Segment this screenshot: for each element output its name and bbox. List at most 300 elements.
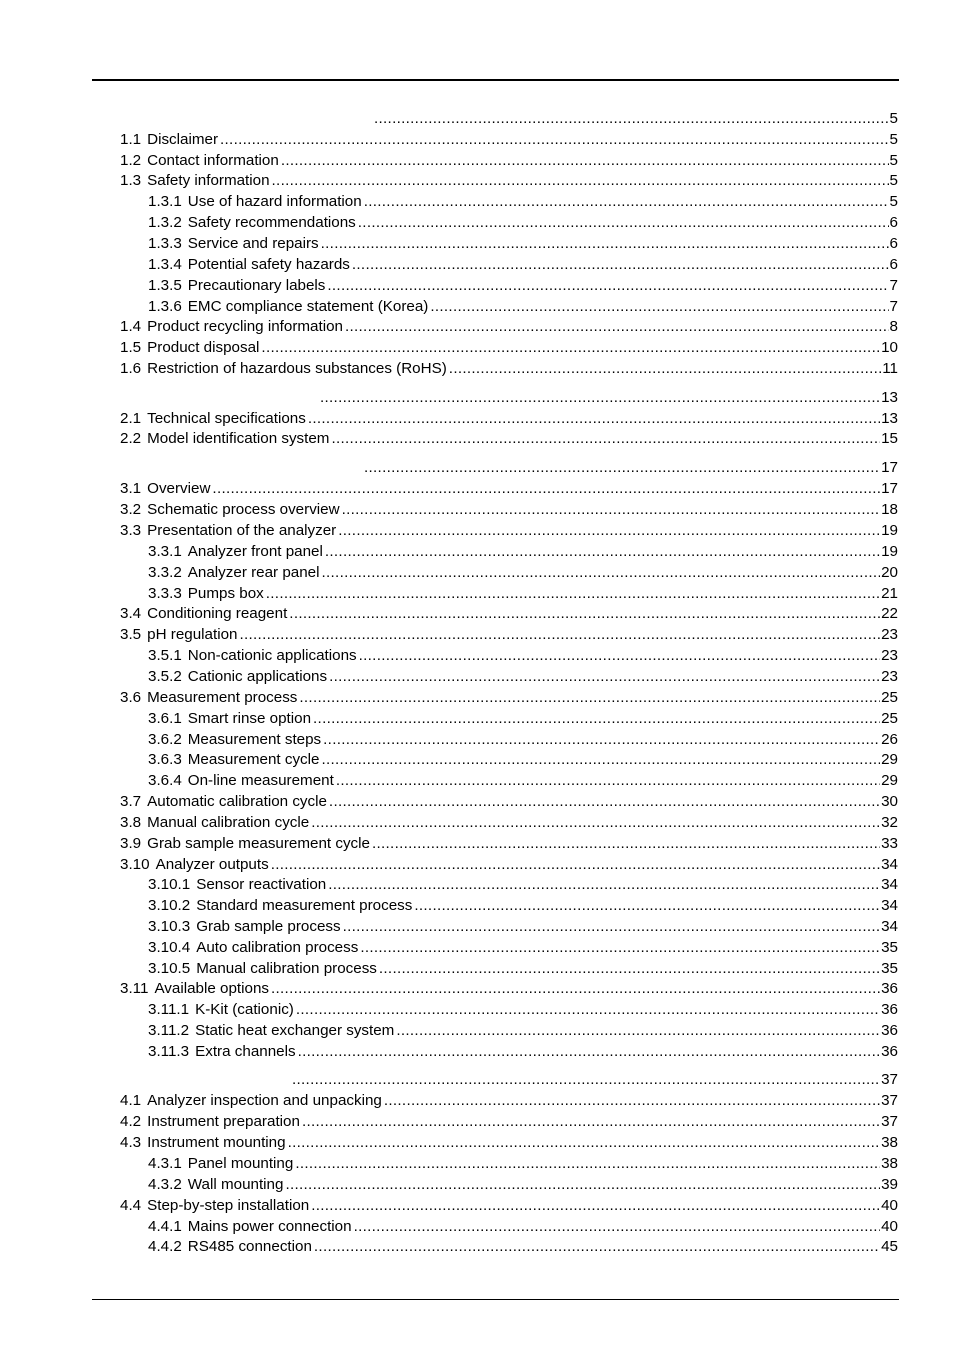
toc-page-number: 11 bbox=[882, 360, 898, 377]
toc-entry-number: 3.6.1 bbox=[148, 710, 182, 727]
footer-rule bbox=[92, 1299, 899, 1300]
toc-entry-number: 1.3.4 bbox=[148, 256, 182, 273]
toc-entry-title: Overview bbox=[147, 480, 211, 497]
toc-entry-label bbox=[148, 668, 327, 686]
toc-dot-leader bbox=[336, 522, 880, 540]
toc-dot-leader bbox=[300, 1113, 880, 1131]
toc-page-number: 17 bbox=[881, 480, 898, 497]
toc-page-number: 25 bbox=[881, 689, 898, 706]
toc-page-number: 20 bbox=[881, 564, 898, 581]
toc-page-number: 29 bbox=[881, 751, 898, 768]
toc-entry-label bbox=[120, 626, 237, 644]
toc-page-number: 13 bbox=[881, 410, 898, 427]
toc-entry-label bbox=[148, 876, 326, 894]
toc-entry-label bbox=[120, 1197, 309, 1215]
toc-entry-number: 3.10.4 bbox=[148, 939, 191, 956]
toc-entry-number: 3.6 bbox=[120, 689, 142, 706]
toc-dot-leader bbox=[312, 1238, 880, 1256]
toc-entry-title: Standard measurement process bbox=[196, 897, 413, 914]
toc-entry-label bbox=[148, 543, 323, 561]
toc-entry-label bbox=[120, 1113, 300, 1131]
toc-subsection-entry[interactable] bbox=[148, 1216, 898, 1236]
toc-dot-leader bbox=[321, 731, 880, 749]
toc-entry-number: 3.11.2 bbox=[148, 1022, 190, 1039]
toc-section-entry[interactable] bbox=[120, 978, 898, 998]
toc-entry-label bbox=[148, 751, 319, 769]
toc-entry-label bbox=[148, 235, 319, 253]
toc-section-entry[interactable] bbox=[120, 854, 898, 874]
toc-entry-title: pH regulation bbox=[147, 626, 238, 643]
toc-page-number: 36 bbox=[881, 1001, 898, 1018]
toc-page-number: 10 bbox=[881, 339, 898, 356]
toc-entry-number: 3.8 bbox=[120, 814, 142, 831]
toc-page-number: 13 bbox=[881, 389, 898, 406]
toc-entry-label bbox=[148, 772, 334, 790]
toc-dot-leader bbox=[306, 410, 880, 428]
toc-dot-leader bbox=[270, 172, 889, 190]
toc-dot-leader bbox=[343, 318, 889, 336]
toc-page-number: 23 bbox=[881, 647, 898, 664]
toc-page-number: 6 bbox=[889, 235, 898, 252]
toc-entry-number: 1.3 bbox=[120, 172, 142, 189]
toc-entry-label bbox=[120, 1134, 286, 1152]
toc-dot-leader bbox=[447, 360, 881, 378]
toc-entry-title: Analyzer outputs bbox=[155, 856, 269, 873]
toc-entry-title: Analyzer front panel bbox=[187, 543, 323, 560]
toc-subsection-entry[interactable] bbox=[148, 191, 898, 211]
toc-section-entry[interactable] bbox=[120, 1090, 898, 1110]
toc-entry-number: 3.3.3 bbox=[148, 585, 182, 602]
toc-entry-number: 3.9 bbox=[120, 835, 142, 852]
toc-dot-leader bbox=[296, 1043, 881, 1061]
toc-entry-label bbox=[148, 647, 357, 665]
toc-entry-number: 4.4.1 bbox=[148, 1218, 182, 1235]
toc-entry-title: Instrument mounting bbox=[147, 1134, 286, 1151]
toc-entry-title: Presentation of the analyzer bbox=[147, 522, 337, 539]
toc-entry-title: Schematic process overview bbox=[147, 501, 340, 518]
toc-subsection-entry[interactable] bbox=[148, 541, 898, 561]
toc-page-number: 33 bbox=[881, 835, 898, 852]
toc-entry-number: 3.6.2 bbox=[148, 731, 182, 748]
toc-entry-label bbox=[120, 172, 270, 190]
toc-page-number: 29 bbox=[881, 772, 898, 789]
toc-entry-title: Measurement steps bbox=[187, 731, 322, 748]
toc-subsection-entry[interactable] bbox=[148, 1153, 898, 1173]
toc-entry-label bbox=[148, 960, 377, 978]
toc-entry-number: 3.11 bbox=[120, 980, 149, 997]
toc-subsection-entry[interactable] bbox=[148, 999, 898, 1019]
toc-entry-number: 1.3.5 bbox=[148, 277, 182, 294]
toc-entry-number: 1.4 bbox=[120, 318, 142, 335]
toc-subsection-entry[interactable] bbox=[148, 958, 898, 978]
toc-entry-label bbox=[120, 501, 340, 519]
toc-entry-number: 3.10 bbox=[120, 856, 150, 873]
toc-entry-label bbox=[148, 564, 319, 582]
toc-entry-number: 2.1 bbox=[120, 410, 142, 427]
toc-page-number: 40 bbox=[881, 1218, 898, 1235]
toc-section-entry[interactable] bbox=[120, 833, 898, 853]
toc-subsection-entry[interactable] bbox=[148, 874, 898, 894]
toc-page-number: 37 bbox=[881, 1071, 898, 1088]
toc-subsection-entry[interactable] bbox=[148, 1020, 898, 1040]
toc-entry-title: Grab sample process bbox=[196, 918, 341, 935]
toc-entry-number: 3.6.3 bbox=[148, 751, 182, 768]
toc-dot-leader bbox=[323, 543, 880, 561]
toc-entry-number: 4.2 bbox=[120, 1113, 142, 1130]
toc-entry-title: Extra channels bbox=[195, 1043, 296, 1060]
toc-page-number: 22 bbox=[881, 605, 898, 622]
toc-dot-leader bbox=[237, 626, 880, 644]
toc-entry-title: Conditioning reagent bbox=[147, 605, 288, 622]
toc-entry-number: 3.10.1 bbox=[148, 876, 191, 893]
toc-entry-number: 1.2 bbox=[120, 152, 142, 169]
toc-entry-title: Static heat exchanger system bbox=[195, 1022, 395, 1039]
toc-entry-label bbox=[120, 360, 447, 378]
toc-page-number: 25 bbox=[881, 710, 898, 727]
toc-entry-title: Measurement cycle bbox=[187, 751, 320, 768]
toc-entry-number: 3.11.1 bbox=[148, 1001, 190, 1018]
toc-section-entry[interactable] bbox=[120, 150, 898, 170]
toc-entry-label bbox=[148, 193, 362, 211]
toc-entry-title: Analyzer inspection and unpacking bbox=[147, 1092, 382, 1109]
toc-entry-number: 4.3 bbox=[120, 1134, 142, 1151]
toc-dot-leader bbox=[340, 501, 881, 519]
toc-section-entry[interactable] bbox=[120, 603, 898, 623]
toc-dot-leader bbox=[311, 710, 880, 728]
toc-dot-leader bbox=[341, 918, 881, 936]
toc-entry-number: 1.3.1 bbox=[148, 193, 182, 210]
toc-entry-title: Disclaimer bbox=[147, 131, 219, 148]
toc-page-number: 34 bbox=[881, 918, 898, 935]
toc-entry-title: RS485 connection bbox=[187, 1238, 312, 1255]
toc-subsection-entry[interactable] bbox=[148, 666, 898, 686]
toc-dot-leader bbox=[382, 1092, 880, 1110]
toc-entry-label bbox=[120, 835, 370, 853]
toc-dot-leader bbox=[286, 1134, 881, 1152]
toc-entry-title: On-line measurement bbox=[187, 772, 334, 789]
toc-dot-leader bbox=[329, 430, 880, 448]
toc-entry-label bbox=[120, 522, 336, 540]
toc-dot-leader bbox=[319, 235, 889, 253]
toc-section-entry[interactable] bbox=[120, 812, 898, 832]
toc-entry-title: Product disposal bbox=[147, 339, 260, 356]
toc-entry-label bbox=[120, 689, 297, 707]
toc-entry-title: Precautionary labels bbox=[187, 277, 326, 294]
toc-page-number: 35 bbox=[881, 960, 898, 977]
toc-entry-label bbox=[120, 856, 269, 874]
toc-page-number: 40 bbox=[881, 1197, 898, 1214]
toc-entry-title: Manual calibration cycle bbox=[147, 814, 310, 831]
toc-section-entry[interactable] bbox=[120, 1111, 898, 1131]
toc-entry-number: 2.2 bbox=[120, 430, 142, 447]
toc-subsection-entry[interactable] bbox=[148, 296, 898, 316]
toc-dot-leader bbox=[412, 897, 880, 915]
toc-entry-label bbox=[120, 339, 259, 357]
toc-dot-leader bbox=[350, 256, 889, 274]
toc-entry-label bbox=[148, 1155, 293, 1173]
toc-page-number: 32 bbox=[881, 814, 898, 831]
toc-subsection-entry[interactable] bbox=[148, 645, 898, 665]
toc-subsection-entry[interactable] bbox=[148, 729, 898, 749]
toc-section-entry[interactable] bbox=[120, 129, 898, 149]
toc-page-number: 23 bbox=[881, 668, 898, 685]
toc-section-entry[interactable] bbox=[120, 1132, 898, 1152]
toc-dot-leader bbox=[394, 1022, 880, 1040]
toc-entry-title: Measurement process bbox=[147, 689, 298, 706]
toc-page-number: 7 bbox=[889, 277, 898, 294]
toc-entry-title: Pumps box bbox=[187, 585, 264, 602]
toc-page-number: 37 bbox=[881, 1113, 898, 1130]
toc-page-number: 36 bbox=[881, 1043, 898, 1060]
toc-entry-label bbox=[120, 1092, 382, 1110]
toc-entry-number: 3.10.5 bbox=[148, 960, 191, 977]
toc-section-entry[interactable] bbox=[120, 428, 898, 448]
toc-entry-number: 3.4 bbox=[120, 605, 142, 622]
toc-dot-leader bbox=[294, 1001, 880, 1019]
toc-page-number: 18 bbox=[881, 501, 898, 518]
toc-entry-title: Safety information bbox=[147, 172, 270, 189]
toc-entry-label bbox=[148, 710, 311, 728]
toc-entry-label bbox=[120, 814, 309, 832]
toc-entry-label bbox=[148, 277, 325, 295]
toc-section-entry[interactable] bbox=[120, 1195, 898, 1215]
toc-entry-title: K-Kit (cationic) bbox=[195, 1001, 294, 1018]
toc-entry-number: 4.3.2 bbox=[148, 1176, 182, 1193]
toc-page-number: 19 bbox=[881, 522, 898, 539]
toc-entry-number: 1.3.3 bbox=[148, 235, 182, 252]
toc-entry-label bbox=[148, 731, 321, 749]
toc-section-entry[interactable] bbox=[120, 337, 898, 357]
toc-page-number: 5 bbox=[889, 152, 898, 169]
toc-entry-title: Restriction of hazardous substances (RoHS) bbox=[147, 360, 447, 377]
toc-entry-number: 3.5.2 bbox=[148, 668, 182, 685]
toc-entry-title: Contact information bbox=[147, 152, 279, 169]
toc-entry-number: 4.4.2 bbox=[148, 1238, 182, 1255]
toc-subsection-entry[interactable] bbox=[148, 212, 898, 232]
toc-dot-leader bbox=[210, 480, 880, 498]
toc-section-entry[interactable] bbox=[120, 687, 898, 707]
toc-subsection-entry[interactable] bbox=[148, 916, 898, 936]
toc-dot-leader bbox=[326, 876, 880, 894]
toc-dot-leader bbox=[269, 856, 880, 874]
toc-subsection-entry[interactable] bbox=[148, 749, 898, 769]
toc-section-entry[interactable] bbox=[120, 499, 898, 519]
toc-section-entry[interactable] bbox=[120, 478, 898, 498]
toc-page-number: 26 bbox=[881, 731, 898, 748]
toc-entry-label bbox=[148, 214, 356, 232]
toc-subsection-entry[interactable] bbox=[148, 895, 898, 915]
toc-dot-leader bbox=[358, 939, 880, 957]
toc-page-number: 6 bbox=[889, 214, 898, 231]
toc-entry-number: 3.6.4 bbox=[148, 772, 182, 789]
toc-entry-title: Service and repairs bbox=[187, 235, 319, 252]
toc-dot-leader bbox=[297, 689, 880, 707]
toc-entry-title: Technical specifications bbox=[147, 410, 306, 427]
toc-entry-number: 4.4 bbox=[120, 1197, 142, 1214]
toc-dot-leader bbox=[334, 772, 880, 790]
toc-section-entry[interactable] bbox=[120, 170, 898, 190]
toc-section-entry[interactable] bbox=[120, 624, 898, 644]
toc-section-entry[interactable] bbox=[120, 316, 898, 336]
toc-subsection-entry[interactable] bbox=[148, 233, 898, 253]
toc-dot-leader bbox=[319, 751, 880, 769]
toc-subsection-entry[interactable] bbox=[148, 254, 898, 274]
toc-page-number: 21 bbox=[881, 585, 898, 602]
toc-entry-number: 1.3.2 bbox=[148, 214, 182, 231]
toc-entry-title: Model identification system bbox=[147, 430, 330, 447]
toc-page-number: 38 bbox=[881, 1134, 898, 1151]
toc-entry-number: 3.11.3 bbox=[148, 1043, 190, 1060]
toc-entry-label bbox=[148, 1238, 312, 1256]
toc-entry-title: Instrument preparation bbox=[147, 1113, 300, 1130]
toc-section-entry[interactable] bbox=[120, 791, 898, 811]
toc-entry-label bbox=[148, 256, 350, 274]
toc-page-number: 23 bbox=[881, 626, 898, 643]
toc-section-entry[interactable] bbox=[120, 408, 898, 428]
toc-chapter-entry[interactable] bbox=[372, 108, 898, 128]
toc-page-number: 30 bbox=[881, 793, 898, 810]
toc-entry-title: Grab sample measurement cycle bbox=[147, 835, 370, 852]
toc-subsection-entry[interactable] bbox=[148, 1041, 898, 1061]
toc-page-number: 19 bbox=[881, 543, 898, 560]
toc-dot-leader bbox=[428, 298, 888, 316]
toc-entry-number: 4.3.1 bbox=[148, 1155, 182, 1172]
toc-entry-label bbox=[148, 1022, 394, 1040]
toc-entry-number: 1.1 bbox=[120, 131, 142, 148]
toc-dot-leader bbox=[362, 459, 880, 477]
toc-entry-label bbox=[148, 298, 428, 316]
toc-dot-leader bbox=[327, 668, 880, 686]
toc-page-number: 6 bbox=[889, 256, 898, 273]
toc-entry-label bbox=[148, 918, 341, 936]
toc-dot-leader bbox=[362, 193, 889, 211]
toc-entry-label bbox=[120, 430, 329, 448]
toc-entry-label bbox=[120, 318, 343, 336]
toc-entry-number: 1.6 bbox=[120, 360, 142, 377]
toc-page-number: 45 bbox=[881, 1238, 898, 1255]
toc-page-number: 5 bbox=[889, 110, 898, 127]
toc-entry-title: Potential safety hazards bbox=[187, 256, 350, 273]
toc-page-number: 15 bbox=[881, 430, 898, 447]
toc-dot-leader bbox=[352, 1218, 881, 1236]
toc-entry-title: Wall mounting bbox=[187, 1176, 284, 1193]
toc-subsection-entry[interactable] bbox=[148, 937, 898, 957]
toc-entry-title: Use of hazard information bbox=[187, 193, 362, 210]
toc-entry-number: 3.10.2 bbox=[148, 897, 191, 914]
toc-entry-label bbox=[148, 939, 358, 957]
toc-dot-leader bbox=[309, 814, 880, 832]
toc-page-number: 37 bbox=[881, 1092, 898, 1109]
toc-entry-title: Available options bbox=[154, 980, 269, 997]
toc-entry-title: Step-by-step installation bbox=[147, 1197, 310, 1214]
toc-chapter-entry[interactable] bbox=[290, 1069, 898, 1089]
toc-entry-label bbox=[120, 480, 210, 498]
toc-entry-number: 3.10.3 bbox=[148, 918, 191, 935]
toc-page-number: 34 bbox=[881, 897, 898, 914]
toc-subsection-entry[interactable] bbox=[148, 1236, 898, 1256]
toc-dot-leader bbox=[309, 1197, 880, 1215]
toc-entry-number: 1.5 bbox=[120, 339, 142, 356]
toc-section-entry[interactable] bbox=[120, 358, 898, 378]
toc-dot-leader bbox=[293, 1155, 880, 1173]
toc-page-number: 38 bbox=[881, 1155, 898, 1172]
toc-entry-title: EMC compliance statement (Korea) bbox=[187, 298, 429, 315]
toc-page-number: 34 bbox=[881, 856, 898, 873]
toc-subsection-entry[interactable] bbox=[148, 275, 898, 295]
toc-dot-leader bbox=[264, 585, 880, 603]
toc-dot-leader bbox=[279, 152, 889, 170]
toc-chapter-entry[interactable] bbox=[362, 457, 898, 477]
toc-entry-title: Manual calibration process bbox=[196, 960, 377, 977]
toc-entry-title: Cationic applications bbox=[187, 668, 328, 685]
toc-page-number: 39 bbox=[881, 1176, 898, 1193]
toc-entry-number: 3.3.2 bbox=[148, 564, 182, 581]
toc-entry-number: 3.3.1 bbox=[148, 543, 182, 560]
toc-dot-leader bbox=[318, 389, 880, 407]
toc-entry-label bbox=[148, 585, 264, 603]
toc-dot-leader bbox=[269, 980, 880, 998]
toc-entry-title: Safety recommendations bbox=[187, 214, 356, 231]
toc-page-number: 36 bbox=[881, 980, 898, 997]
toc-entry-title: Mains power connection bbox=[187, 1218, 352, 1235]
toc-entry-label bbox=[148, 897, 412, 915]
toc-entry-number: 3.1 bbox=[120, 480, 142, 497]
toc-dot-leader bbox=[325, 277, 888, 295]
toc-page-number: 7 bbox=[889, 298, 898, 315]
toc-dot-leader bbox=[283, 1176, 880, 1194]
toc-subsection-entry[interactable] bbox=[148, 708, 898, 728]
toc-chapter-entry[interactable] bbox=[318, 387, 898, 407]
toc-entry-title: Analyzer rear panel bbox=[187, 564, 320, 581]
toc-dot-leader bbox=[357, 647, 880, 665]
toc-entry-title: Automatic calibration cycle bbox=[147, 793, 327, 810]
toc-entry-number: 3.5.1 bbox=[148, 647, 182, 664]
toc-entry-label bbox=[120, 410, 306, 428]
toc-entry-title: Smart rinse option bbox=[187, 710, 312, 727]
toc-entry-title: Sensor reactivation bbox=[196, 876, 327, 893]
toc-entry-title: Non-cationic applications bbox=[187, 647, 357, 664]
toc-entry-number: 1.3.6 bbox=[148, 298, 182, 315]
toc-entry-label bbox=[148, 1218, 352, 1236]
toc-dot-leader bbox=[290, 1071, 880, 1089]
toc-entry-label bbox=[148, 1043, 296, 1061]
toc-page-number: 36 bbox=[881, 1022, 898, 1039]
toc-dot-leader bbox=[287, 605, 880, 623]
toc-subsection-entry[interactable] bbox=[148, 770, 898, 790]
toc-entry-title: Auto calibration process bbox=[196, 939, 359, 956]
toc-dot-leader bbox=[218, 131, 889, 149]
toc-dot-leader bbox=[372, 110, 889, 128]
toc-entry-label bbox=[120, 152, 279, 170]
toc-dot-leader bbox=[370, 835, 880, 853]
toc-entry-number: 3.2 bbox=[120, 501, 142, 518]
toc-section-entry[interactable] bbox=[120, 520, 898, 540]
toc-page-number: 5 bbox=[889, 172, 898, 189]
toc-entry-title: Panel mounting bbox=[187, 1155, 294, 1172]
toc-subsection-entry[interactable] bbox=[148, 562, 898, 582]
toc-dot-leader bbox=[356, 214, 889, 232]
toc-page-number: 5 bbox=[889, 131, 898, 148]
toc-page-number: 8 bbox=[889, 318, 898, 335]
toc-subsection-entry[interactable] bbox=[148, 583, 898, 603]
toc-subsection-entry[interactable] bbox=[148, 1174, 898, 1194]
toc-entry-label bbox=[148, 1001, 294, 1019]
toc-dot-leader bbox=[319, 564, 880, 582]
toc-dot-leader bbox=[259, 339, 880, 357]
toc-page-number: 34 bbox=[881, 876, 898, 893]
toc-entry-number: 3.5 bbox=[120, 626, 142, 643]
toc-page-number: 5 bbox=[889, 193, 898, 210]
